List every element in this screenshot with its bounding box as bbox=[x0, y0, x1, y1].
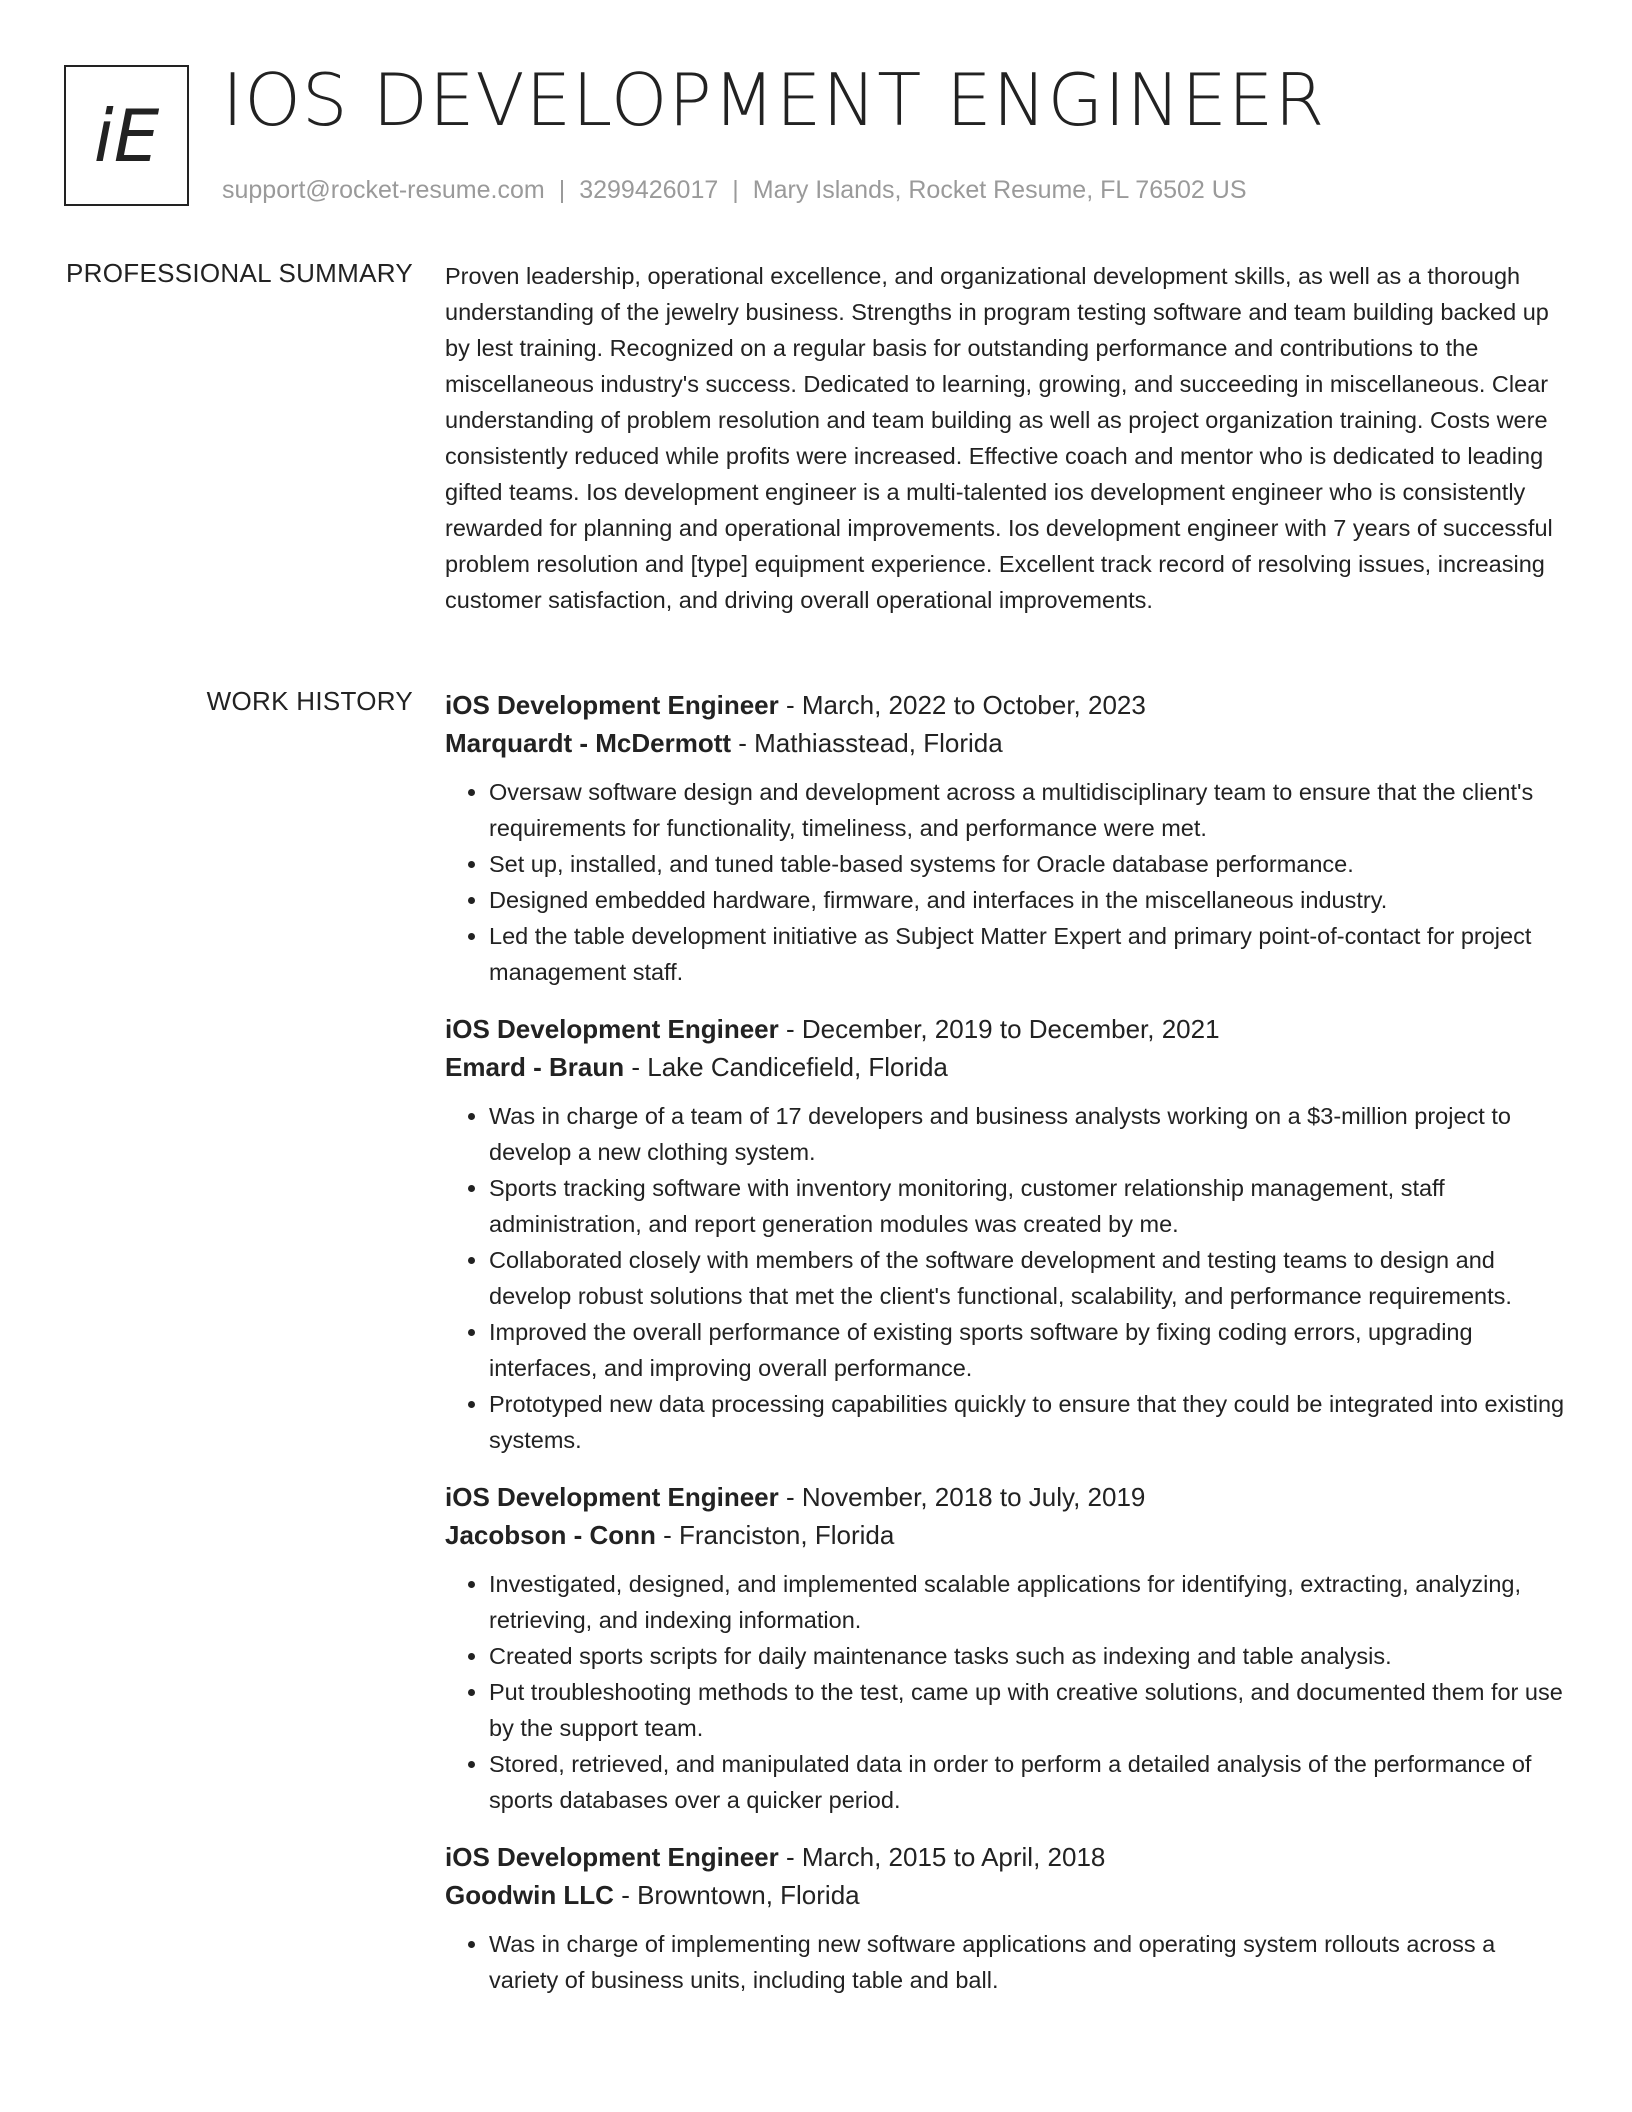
job-bullet: • Oversaw software design and development across a multidisciplinary team to ensure that the client's requirements for functionality, timeliness, and performance were met. bbox=[489, 774, 1565, 846]
contact-phone[interactable]: 3299426017 bbox=[579, 176, 719, 204]
job-title-line bbox=[445, 1010, 1565, 1048]
job-location: - Mathiasstead, Florida bbox=[731, 728, 1003, 758]
job-title-line bbox=[445, 686, 1565, 724]
job-location: - Franciston, Florida bbox=[655, 1520, 895, 1550]
job-company-line bbox=[445, 1876, 1565, 1914]
job-bullets bbox=[445, 774, 1565, 990]
work-history-body bbox=[445, 686, 1565, 2018]
job-entry bbox=[445, 1010, 1565, 1458]
job-entry bbox=[445, 686, 1565, 990]
job-company: Goodwin LLC bbox=[445, 1880, 614, 1910]
job-company-line bbox=[445, 1048, 1565, 1086]
monogram-logo: iE bbox=[64, 65, 189, 206]
job-company: Emard - Braun bbox=[445, 1052, 625, 1082]
job-bullet: • Stored, retrieved, and manipulated data in order to perform a detailed analysis of the performance of sports databases over a quicker period. bbox=[489, 1746, 1565, 1818]
job-title: iOS Development Engineer bbox=[445, 690, 779, 720]
contact-address: Mary Islands, Rocket Resume, FL 76502 US bbox=[752, 176, 1247, 204]
job-bullet: • Prototyped new data processing capabilities quickly to ensure that they could be integrated into existing systems. bbox=[489, 1386, 1565, 1458]
section-label-work-history: WORK HISTORY bbox=[206, 686, 413, 716]
job-bullet: • Created sports scripts for daily maintenance tasks such as indexing and table analysis. bbox=[489, 1638, 1565, 1674]
summary-text: Proven leadership, operational excellence, and organizational development skills, as well as a thorough understanding of the jewelry business. Strengths in program testing software and team building backed up by lest training. Recognized on a regular basis for outstanding performance and contributions to the miscellaneous industry's success. Dedicated to learning, growing, and succeeding in miscellaneous. Clear understanding of problem resolution and team building as well as project organization training. Costs were consistently reduced while profits were increased. Effective coach and mentor who is dedicated to leading gifted teams. Ios development engineer is a multi-talented ios development engineer who is consistently rewarded for planning and operational improvements. Ios development engineer with 7 years of successful problem resolution and [type] equipment experience. Excellent track record of resolving issues, increasing customer satisfaction, and driving overall operational improvements. bbox=[445, 263, 1553, 613]
contact-line bbox=[222, 176, 1247, 205]
job-location: - Browntown, Florida bbox=[613, 1880, 860, 1910]
page-title: IOS DEVELOPMENT ENGINEER bbox=[222, 58, 1326, 142]
job-company-line bbox=[445, 724, 1565, 762]
job-bullet: • Collaborated closely with members of the software development and testing teams to design and develop robust solutions that met the client's functional, scalability, and performance requirements. bbox=[489, 1242, 1565, 1314]
contact-separator: | bbox=[732, 176, 739, 204]
job-location: - Lake Candicefield, Florida bbox=[624, 1052, 948, 1082]
job-dates: - November, 2018 to July, 2019 bbox=[778, 1482, 1146, 1512]
contact-separator: | bbox=[558, 176, 566, 204]
job-bullet: • Sports tracking software with inventory monitoring, customer relationship management, staff administration, and report generation modules was created by me. bbox=[489, 1170, 1565, 1242]
job-dates: - March, 2022 to October, 2023 bbox=[778, 690, 1146, 720]
job-bullet: • Improved the overall performance of existing sports software by fixing coding errors, upgrading interfaces, and improving overall performance. bbox=[489, 1314, 1565, 1386]
job-bullet: • Investigated, designed, and implemented scalable applications for identifying, extracting, analyzing, retrieving, and indexing information. bbox=[489, 1566, 1565, 1638]
job-bullets bbox=[445, 1098, 1565, 1458]
job-bullets bbox=[445, 1566, 1565, 1818]
job-bullet: • Set up, installed, and tuned table-based systems for Oracle database performance. bbox=[489, 846, 1565, 882]
job-dates: - December, 2019 to December, 2021 bbox=[778, 1014, 1220, 1044]
job-company-line bbox=[445, 1516, 1565, 1554]
job-entry bbox=[445, 1838, 1565, 1998]
job-dates: - March, 2015 to April, 2018 bbox=[778, 1842, 1106, 1872]
job-bullet: • Designed embedded hardware, firmware, and interfaces in the miscellaneous industry. bbox=[489, 882, 1565, 918]
job-bullets bbox=[445, 1926, 1565, 1998]
job-title: iOS Development Engineer bbox=[445, 1482, 779, 1512]
section-label-summary: PROFESSIONAL SUMMARY bbox=[66, 258, 413, 288]
job-company: Jacobson - Conn bbox=[445, 1520, 656, 1550]
summary-body bbox=[445, 258, 1565, 618]
job-title: iOS Development Engineer bbox=[445, 1014, 779, 1044]
job-title: iOS Development Engineer bbox=[445, 1842, 779, 1872]
job-bullet: • Led the table development initiative as Subject Matter Expert and primary point-of-contact for project management staff. bbox=[489, 918, 1565, 990]
job-entry bbox=[445, 1478, 1565, 1818]
job-title-line bbox=[445, 1478, 1565, 1516]
job-bullet: • Was in charge of implementing new software applications and operating system rollouts across a variety of business units, including table and ball. bbox=[489, 1926, 1565, 1998]
job-bullet: • Was in charge of a team of 17 developers and business analysts working on a $3-million project to develop a new clothing system. bbox=[489, 1098, 1565, 1170]
job-company: Marquardt - McDermott bbox=[445, 728, 732, 758]
job-title-line bbox=[445, 1838, 1565, 1876]
job-bullet: • Put troubleshooting methods to the test, came up with creative solutions, and documented them for use by the support team. bbox=[489, 1674, 1565, 1746]
contact-email[interactable]: support@rocket-resume.com bbox=[222, 176, 545, 204]
